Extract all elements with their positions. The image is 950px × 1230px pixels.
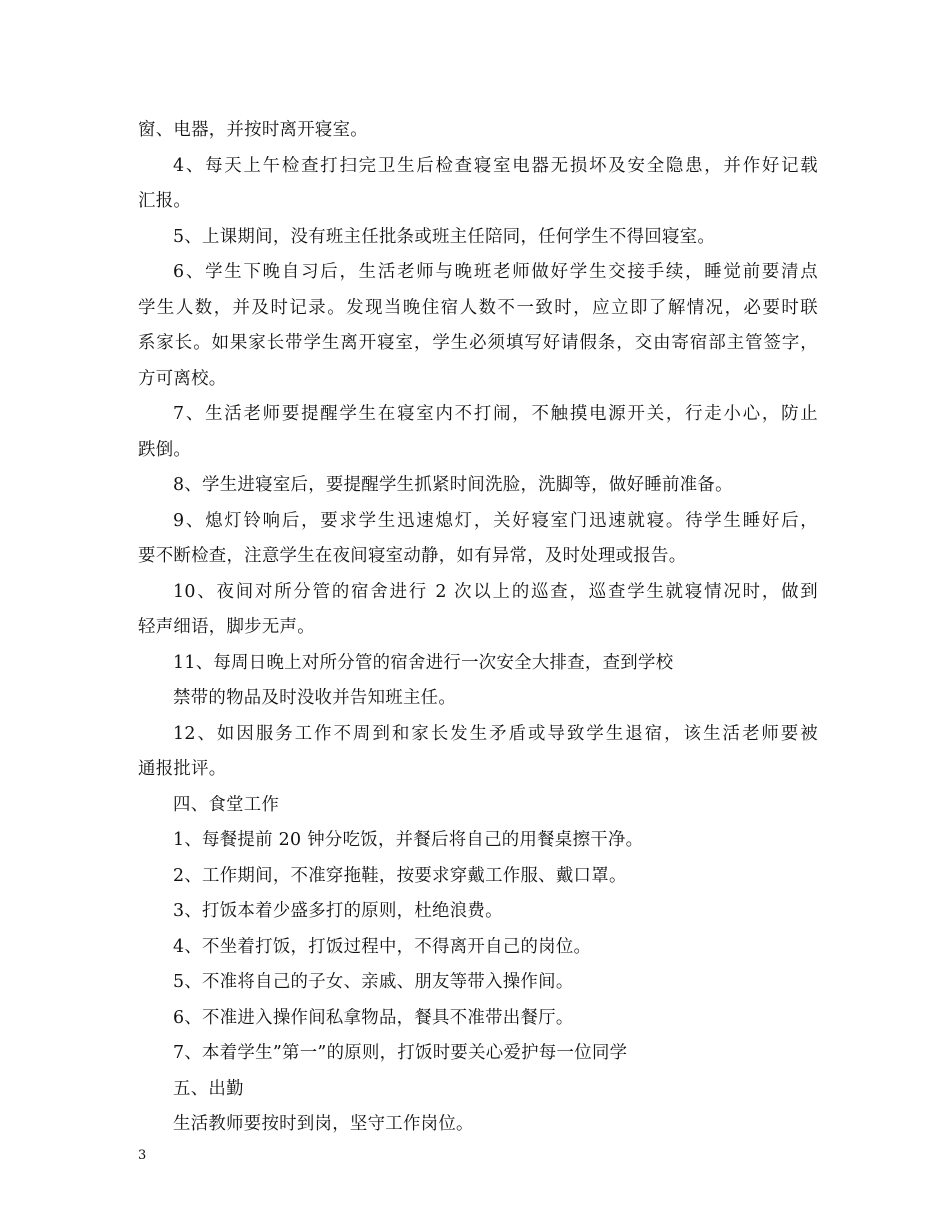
text-line: 7、生活老师要提醒学生在寝室内不打闹，不触摸电源开关，行走小心，防止 [173,404,818,424]
text-line: 通报批评。 [138,759,227,779]
text-line: 4、每天上午检查打扫完卫生后检查寝室电器无损坏及安全隐患，并作好记载 [173,155,818,176]
text-line: 禁带的物品及时没收并告知班主任。 [173,688,457,708]
page-number: 3 [138,1148,147,1163]
text-line: 10、夜间对所分管的宿舍进行 2 次以上的巡查，巡查学生就寝情况时，做到 [173,581,818,602]
text-line: 系家长。如果家长带学生离开寝室，学生必须填写好请假条，交由寄宿部主管签字， [138,333,818,353]
text-line: 12、如因服务工作不周到和家长发生矛盾或导致学生退宿，该生活老师要被 [173,723,818,744]
text-line: 7、本着学生”第一”的原则，打饭时要关心爱护每一位同学 [173,1043,628,1063]
text-line: 轻声细语，脚步无声。 [138,617,315,637]
text-line: 4、不坐着打饭，打饭过程中，不得离开自己的岗位。 [173,936,592,957]
text-line: 学生人数，并及时记录。发现当晚住宿人数不一致时，应立即了解情况，必要时联 [138,297,818,318]
text-line: 2、工作期间，不准穿拖鞋，按要求穿戴工作服、戴口罩。 [173,865,627,886]
text-line: 生活教师要按时到岗，坚守工作岗位。 [173,1114,474,1134]
text-line: 四、食堂工作 [173,794,280,815]
text-line: 五、出勤 [173,1078,244,1099]
text-line: 8、学生进寝室后，要提醒学生抓紧时间洗脸，洗脚等，做好睡前准备。 [173,475,733,495]
text-line: 窗、电器，并按时离开寝室。 [138,120,368,140]
text-line: 汇报。 [138,191,192,211]
text-line: 5、上课期间，没有班主任批条或班主任陪同，任何学生不得回寝室。 [173,226,716,247]
text-line: 11、每周日晚上对所分管的宿舍进行一次安全大排查，查到学校 [173,652,674,673]
text-line: 6、不准进入操作间私拿物品，餐具不准带出餐厅。 [173,1007,574,1028]
text-line: 6、学生下晚自习后，生活老师与晚班老师做好学生交接手续，睡觉前要清点 [173,262,818,282]
text-line: 跌倒。 [138,439,192,460]
text-line: 要不断检查，注意学生在夜间寝室动静，如有异常，及时处理或报告。 [138,546,687,566]
text-line: 5、不准将自己的子女、亲戚、朋友等带入操作间。 [173,972,574,992]
text-line: 3、打饭本着少盛多打的原则，杜绝浪费。 [173,901,503,921]
document-body [138,113,818,1143]
text-line: 1、每餐提前 20 钟分吃饭，并餐后将自己的用餐桌擦干净。 [173,830,644,850]
text-line: 方可离校。 [138,368,227,389]
text-line: 9、熄灯铃响后，要求学生迅速熄灯，关好寝室门迅速就寝。待学生睡好后， [173,510,818,531]
